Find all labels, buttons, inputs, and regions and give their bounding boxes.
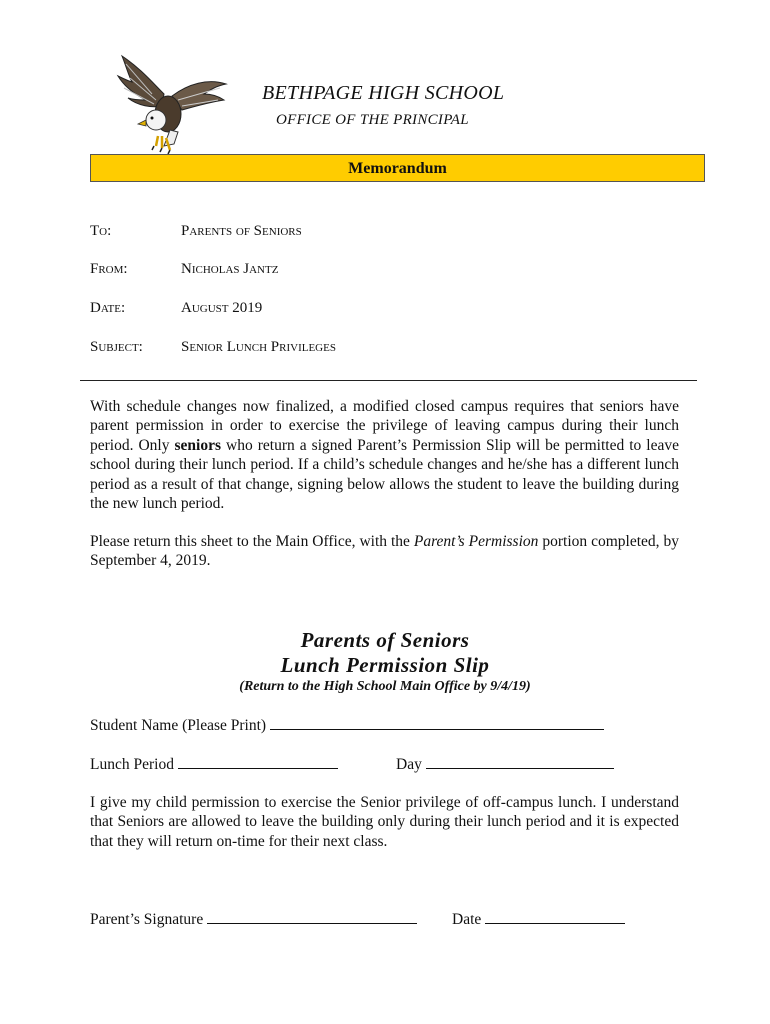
- lunch-period-label: Lunch Period: [90, 756, 174, 773]
- signature-label: Parent’s Signature: [90, 911, 204, 928]
- school-name: BETHPAGE HIGH SCHOOL: [262, 82, 505, 104]
- eagle-logo-icon: [112, 54, 230, 156]
- p2-text-a: Please return this sheet to the Main Office, with the: [90, 533, 414, 550]
- p1-bold-seniors: seniors: [174, 436, 222, 454]
- signature-blank[interactable]: [207, 909, 417, 924]
- from-value: Nicholas Jantz: [181, 261, 279, 277]
- signature-date-field: [452, 909, 625, 929]
- body-paragraph-1: [90, 397, 679, 513]
- p1-text-b: who return a signed Parent’s Permission Slip will be permitted to leave school during their lunch period. If a child’s schedule changes and he/she has a different lunch period as a result of that change, signing below allows the student to leave the building during the new lunch period.: [90, 436, 679, 513]
- student-name-field: [90, 715, 604, 735]
- consent-paragraph: I give my child permission to exercise the Senior privilege of off-campus lunch. I understand that Seniors are allowed to leave the building only during their lunch period and it is expected that they will return on-time for their next class.: [90, 794, 679, 850]
- from-label: From:: [90, 261, 128, 277]
- to-value: Parents of Seniors: [181, 223, 302, 239]
- p1-text-a: With schedule changes now finalized, a modified closed campus requires that seniors have parent permission in order to exercise the privilege of leaving campus during their lunch period. Only: [90, 398, 679, 454]
- subject-value: Senior Lunch Privileges: [181, 339, 336, 355]
- memo-subject-row: [90, 339, 336, 356]
- lunch-period-blank[interactable]: [178, 754, 338, 769]
- slip-title-line-2: Lunch Permission Slip: [280, 653, 490, 677]
- day-blank[interactable]: [426, 754, 614, 769]
- student-name-label: Student Name (Please Print): [90, 717, 267, 734]
- p2-italic-permission: Parent’s Permission: [413, 533, 539, 550]
- memo-from-row: [90, 261, 278, 278]
- signature-date-blank[interactable]: [485, 909, 625, 924]
- date-value: August 2019: [181, 300, 263, 316]
- signature-date-label: Date: [452, 911, 482, 928]
- body-paragraph-2: [90, 532, 679, 571]
- memo-to-row: [90, 223, 302, 240]
- signature-field: [90, 909, 417, 929]
- p2-text-b: portion completed, by September 4, 2019.: [90, 533, 680, 570]
- lunch-period-field: [90, 754, 338, 774]
- subject-label: Subject:: [90, 339, 143, 355]
- slip-title-line-1: Parents of Seniors: [300, 628, 470, 652]
- memo-date-row: [90, 300, 262, 317]
- to-label: To:: [90, 223, 112, 239]
- day-field: [396, 754, 614, 774]
- date-label: Date:: [90, 300, 126, 316]
- memo-banner: Memorandum: [90, 154, 705, 182]
- slip-return-note: (Return to the High School Main Office by 9/4/19): [239, 679, 531, 694]
- office-of-principal: OFFICE OF THE PRINCIPAL: [276, 112, 469, 128]
- header-divider: [80, 380, 697, 381]
- day-label: Day: [396, 756, 422, 773]
- student-name-blank[interactable]: [270, 715, 604, 730]
